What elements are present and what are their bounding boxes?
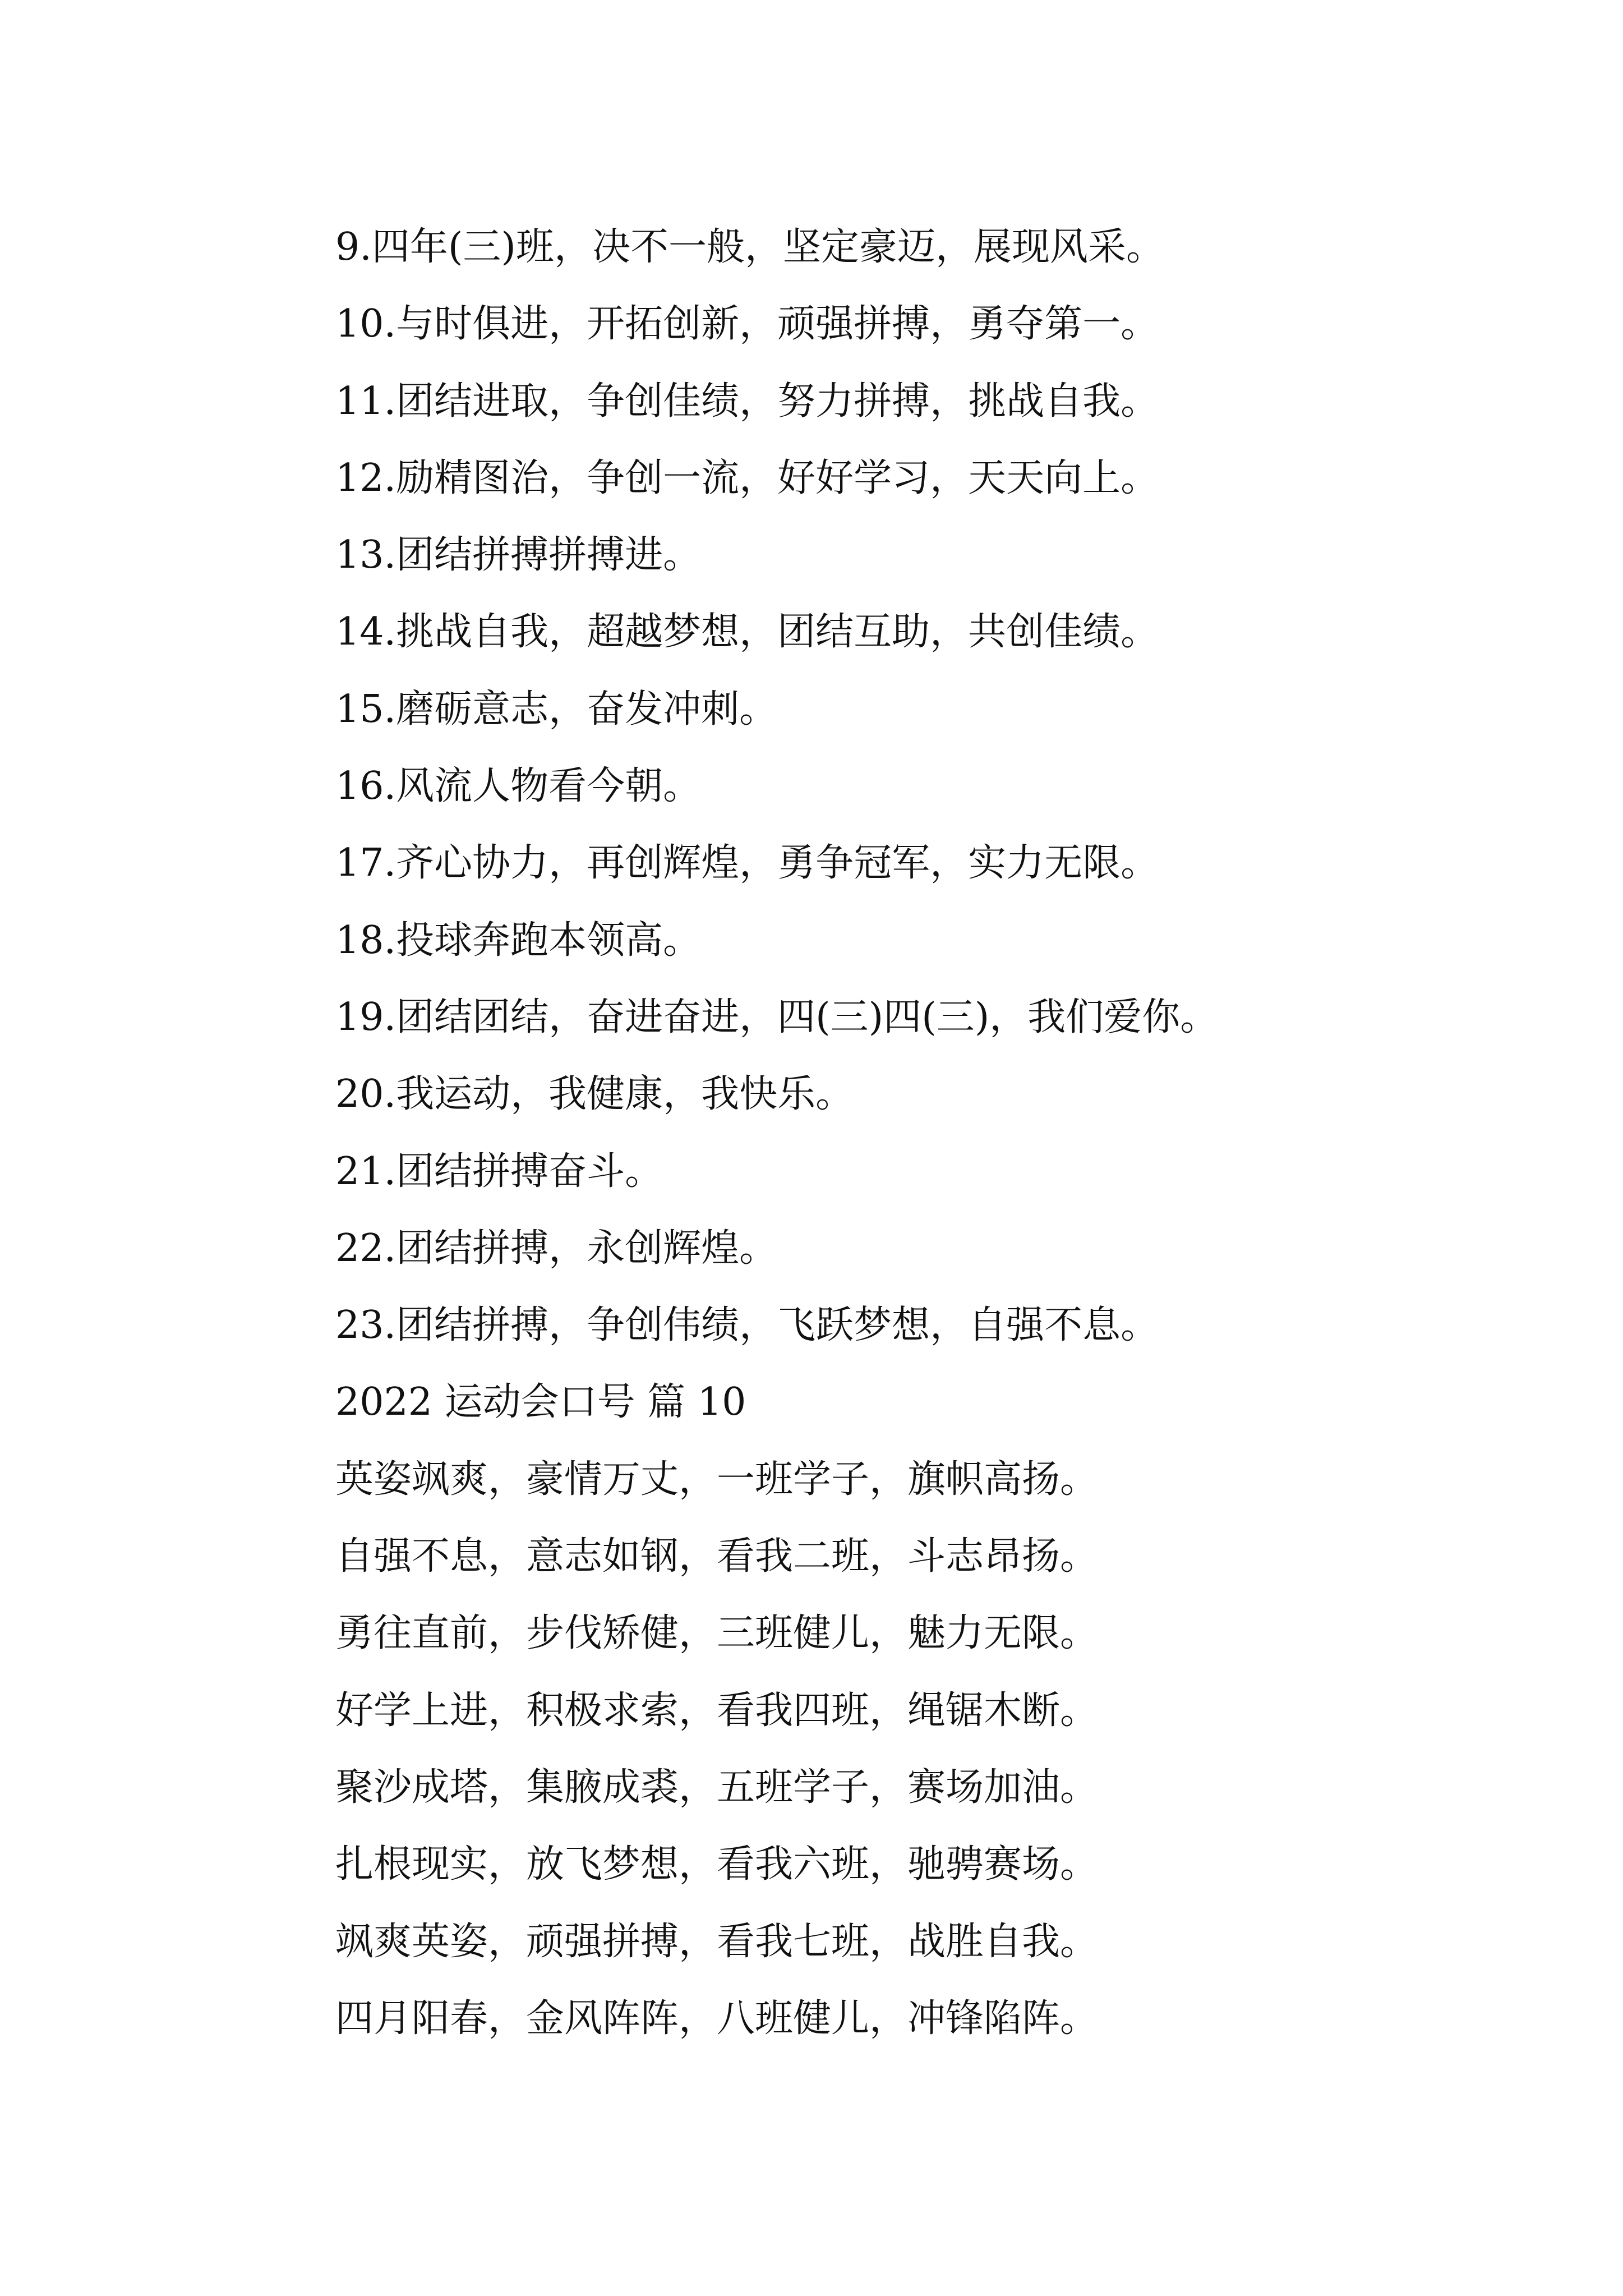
list-item — [335, 440, 1524, 517]
list-item — [335, 1133, 1524, 1210]
section-heading: 2022 运动会口号 篇 10 — [335, 1380, 746, 1425]
item-text: 投球奔跑本领高。 — [396, 918, 702, 963]
item-number: 15. — [335, 687, 396, 731]
item-text: 励精图治，争创一流，好好学习，天天向上。 — [396, 455, 1159, 500]
item-number: 9. — [335, 225, 372, 269]
item-text: 齐心协力，再创辉煌，勇争冠军，实力无限。 — [396, 841, 1159, 886]
list-item — [335, 979, 1524, 1056]
item-text: 我运动，我健康，我快乐。 — [396, 1072, 854, 1117]
item-text: 挑战自我，超越梦想，团结互助，共创佳绩。 — [396, 610, 1159, 655]
item-number: 22. — [335, 1226, 396, 1271]
item-number: 13. — [335, 533, 396, 578]
list-item — [335, 363, 1524, 440]
item-number: 19. — [335, 995, 396, 1039]
item-number: 16. — [335, 764, 396, 809]
list-item — [335, 825, 1524, 901]
item-number: 17. — [335, 841, 396, 886]
item-text: 团结团结，奋进奋进，四(三)四(三)，我们爱你。 — [396, 995, 1219, 1039]
item-number: 21. — [335, 1149, 396, 1194]
item-text: 团结拼搏，永创辉煌。 — [396, 1226, 778, 1271]
list-item — [335, 1287, 1524, 1364]
item-text: 四年(三)班，决不一般，坚定豪迈，展现风采。 — [371, 225, 1164, 269]
item-text: 风流人物看今朝。 — [396, 764, 702, 809]
slogan-line: 自强不息，意志如钢，看我二班，斗志昂扬。 — [335, 1534, 1099, 1579]
item-text: 与时俱进，开拓创新，顽强拼搏，勇夺第一。 — [396, 302, 1159, 347]
item-text: 团结拼搏，争创伟绩，飞跃梦想，自强不息。 — [396, 1303, 1159, 1348]
list-item — [335, 902, 1524, 979]
document-body — [335, 209, 1524, 2057]
slogan-line: 勇往直前，步伐矫健，三班健儿，魅力无限。 — [335, 1611, 1099, 1656]
list-item — [335, 671, 1524, 748]
item-number: 11. — [335, 379, 396, 424]
slogan-line: 飒爽英姿，顽强拼搏，看我七班，战胜自我。 — [335, 1919, 1099, 1964]
item-number: 12. — [335, 455, 396, 500]
item-number: 14. — [335, 610, 396, 655]
item-text: 磨砺意志，奋发冲刺。 — [396, 687, 778, 731]
item-number: 10. — [335, 302, 396, 347]
list-item — [335, 593, 1524, 670]
item-text: 团结拼搏奋斗。 — [396, 1149, 663, 1194]
list-item — [335, 1210, 1524, 1287]
slogan-line: 四月阳春，金风阵阵，八班健儿，冲锋陷阵。 — [335, 1996, 1099, 2041]
item-number: 18. — [335, 918, 396, 963]
item-number: 23. — [335, 1303, 396, 1348]
item-text: 团结进取，争创佳绩，努力拼搏，挑战自我。 — [396, 379, 1159, 424]
list-item — [335, 748, 1524, 825]
item-number: 20. — [335, 1072, 396, 1117]
list-item — [335, 286, 1524, 362]
slogan-line: 英姿飒爽，豪情万丈，一班学子，旗帜高扬。 — [335, 1457, 1099, 1502]
list-item — [335, 1056, 1524, 1133]
slogan-line: 好学上进，积极求索，看我四班，绳锯木断。 — [335, 1688, 1099, 1733]
slogan-line: 聚沙成塔，集腋成裘，五班学子，赛场加油。 — [335, 1765, 1099, 1810]
item-text: 团结拼搏拼搏进。 — [396, 533, 702, 578]
slogan-line: 扎根现实，放飞梦想，看我六班，驰骋赛场。 — [335, 1842, 1099, 1887]
list-item — [335, 517, 1524, 593]
list-item — [335, 209, 1524, 286]
